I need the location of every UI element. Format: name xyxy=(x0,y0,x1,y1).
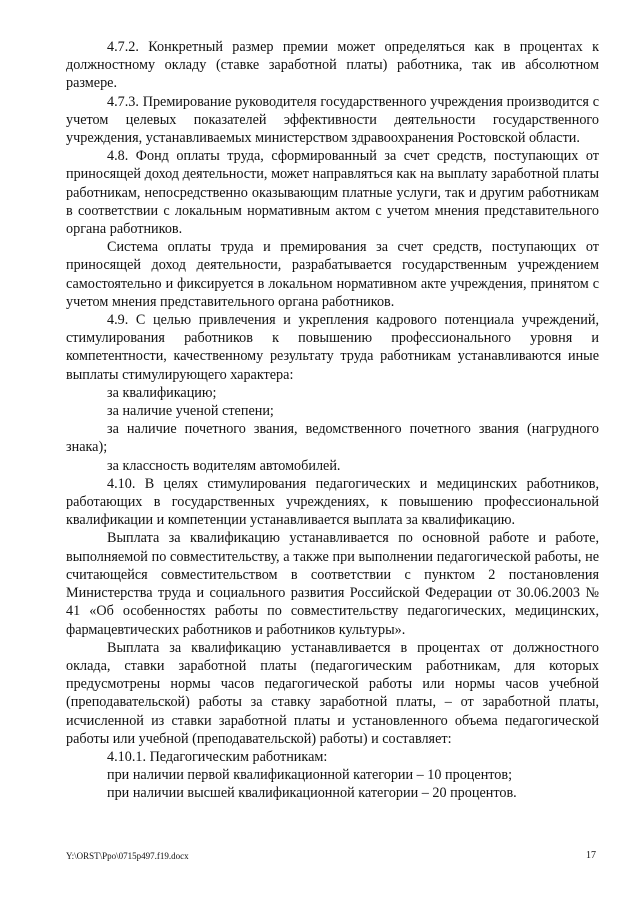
paragraph-qualification-percent: Выплата за квалификацию устанавливается в процентах от должностного оклада, ставки заработной платы (педагогическим работникам, для которых предусмотрены нормы часов педагогической работы или нормы часов учебной (преподавательской) работы за ставку заработной платы, – от заработной платы, исчисленной из ставки заработной платы и установленного объема педагогической работы или учебной (преподавательской) работы) и составляет: xyxy=(66,639,599,747)
paragraph-4-7-3: 4.7.3. Премирование руководителя государственного учреждения производится с учетом целевых показателей эффективности деятельности государственного учреждения, устанавливаемых министерством здравоохранения Ростовской области. xyxy=(66,93,599,147)
list-item: при наличии высшей квалификационной категории – 20 процентов. xyxy=(107,785,517,802)
paragraph-4-7-2: 4.7.2. Конкретный размер премии может определяться как в процентах к должностному окладу (ставке заработной платы) работника, так ив абсолютном размере. xyxy=(66,39,599,92)
document-body xyxy=(66,38,599,803)
list-item: за наличие ученой степени; xyxy=(107,403,274,420)
list-item: за наличие почетного звания, ведомственного почетного звания (нагрудного знака); xyxy=(66,421,599,456)
footer-file-path: Y:\ORST\Ppo\0715p497.f19.docx xyxy=(66,851,189,861)
paragraph-4-8: 4.8. Фонд оплаты труда, сформированный за счет средств, поступающих от приносящей доход деятельности, может направляться как на выплату заработной платы работникам, непосредственно оказывающим платные услуги, так и другим работникам в соответствии с локальным нормативным актом с учетом мнения представительного органа работников. xyxy=(66,148,599,238)
list-item: за классность водителям автомобилей. xyxy=(107,457,341,474)
paragraph-qualification-basis: Выплата за квалификацию устанавливается по основной работе и работе, выполняемой по совместительству, а также при выполнении педагогической работы, не считающейся совместительством в соответствии с пунктом 2 постановления Министерства труда и социального развития Российской Федерации от 30.06.2003 № 41 «Об особенностях работы по совместительству педагогических, медицинских, фармацевтических работников и работников культуры». xyxy=(66,530,599,638)
list-item: при наличии первой квалификационной категории – 10 процентов; xyxy=(107,767,513,784)
paragraph-4-9: 4.9. С целью привлечения и укрепления кадрового потенциала учреждений, стимулирования работников к повышению профессионального уровня и компетентности, качественному результату труда работникам устанавливаются иные выплаты стимулирующего характера: xyxy=(66,312,599,383)
page-number: 17 xyxy=(586,850,596,861)
list-item: за квалификацию; xyxy=(107,384,217,401)
paragraph-pay-system: Система оплаты труда и премирования за счет средств, поступающих от приносящей доход деятельности, разрабатывается государственным учреждением самостоятельно и фиксируется в локальном нормативном акте учреждения, принятом с учетом мнения представительного органа работников. xyxy=(66,239,599,310)
paragraph-4-10-1: 4.10.1. Педагогическим работникам: xyxy=(107,748,328,765)
paragraph-4-10: 4.10. В целях стимулирования педагогических и медицинских работников, работающих в государственных учреждениях, к повышению профессиональной квалификации и компетенции устанавливается выплата за квалификацию. xyxy=(66,475,599,529)
